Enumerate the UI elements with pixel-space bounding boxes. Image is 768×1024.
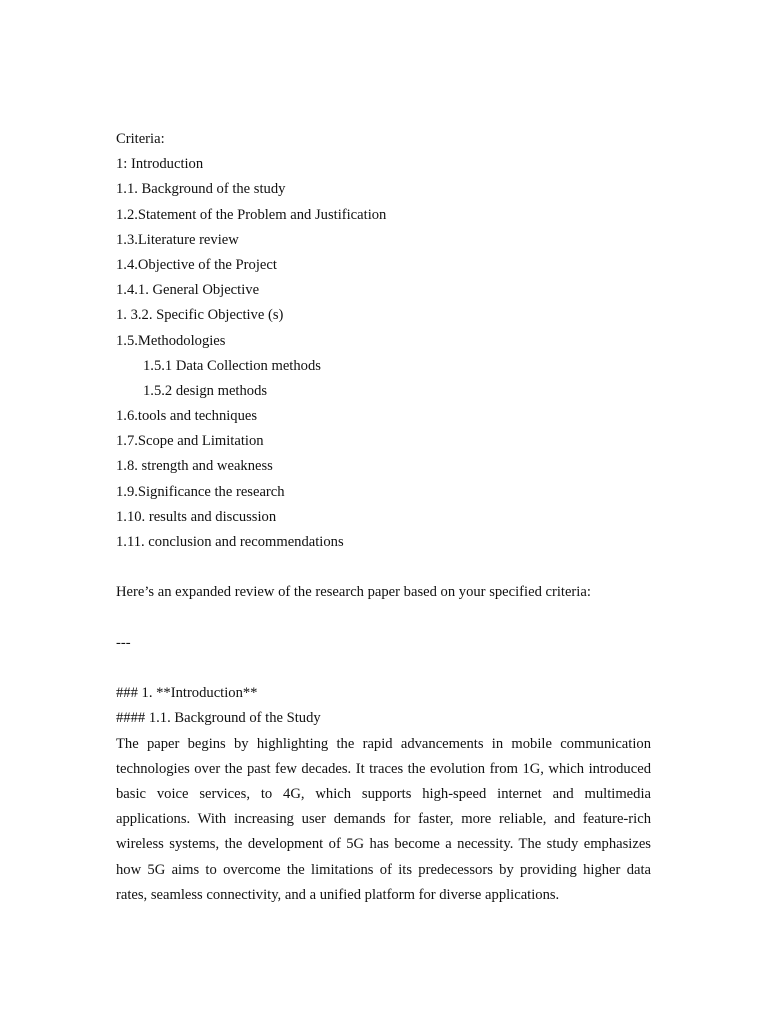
- blank-line: [116, 656, 651, 681]
- criteria-item: 1.3.Literature review: [116, 231, 239, 248]
- criteria-item: 1.4.Objective of the Project: [116, 256, 277, 273]
- criteria-item: 1.9.Significance the research: [116, 483, 285, 500]
- criteria-item: 1.7.Scope and Limitation: [116, 433, 264, 450]
- blank-line: [116, 555, 651, 580]
- criteria-list: [116, 152, 651, 555]
- criteria-item: 1.11. conclusion and recommendations: [116, 534, 344, 550]
- subsection-heading-background: #### 1.1. Background of the Study: [116, 710, 321, 727]
- criteria-item: 1.10. results and discussion: [116, 508, 277, 525]
- criteria-item: 1.5.1 Data Collection methods: [143, 357, 321, 374]
- document-page: [116, 127, 651, 908]
- blank-line: [116, 606, 651, 631]
- criteria-item: 1.4.1. General Objective: [116, 282, 260, 299]
- section-heading-introduction: ### 1. **Introduction**: [116, 685, 258, 702]
- criteria-item: 1.5.2 design methods: [143, 382, 268, 399]
- background-paragraph: The paper begins by highlighting the rapid advancements in mobile communication technologies over the past few decades. It traces the evolution from 1G, which introduced basic voice services, to 4G, which supports high-speed internet and multimedia applications. With increasing user demands for faster, more reliable, and feature-rich wireless systems, the development of 5G has become a necessity. The study emphasizes how 5G aims to overcome the limitations of its predecessors by providing higher data rates, seamless connectivity, and a unified platform for diverse applications.: [116, 735, 651, 903]
- criteria-item: 1.5.Methodologies: [116, 332, 226, 349]
- criteria-item: 1.8. strength and weakness: [116, 458, 273, 475]
- criteria-item: 1.6.tools and techniques: [116, 408, 258, 425]
- criteria-heading: Criteria:: [116, 131, 165, 147]
- intro-sentence: Here’s an expanded review of the research paper based on your specified criteria:: [116, 584, 591, 601]
- criteria-item: 1.2.Statement of the Problem and Justification: [116, 206, 387, 223]
- criteria-item: 1.1. Background of the study: [116, 181, 286, 198]
- separator-text: ---: [116, 634, 131, 651]
- criteria-item: 1: Introduction: [116, 156, 204, 173]
- criteria-item: 1. 3.2. Specific Objective (s): [116, 307, 284, 324]
